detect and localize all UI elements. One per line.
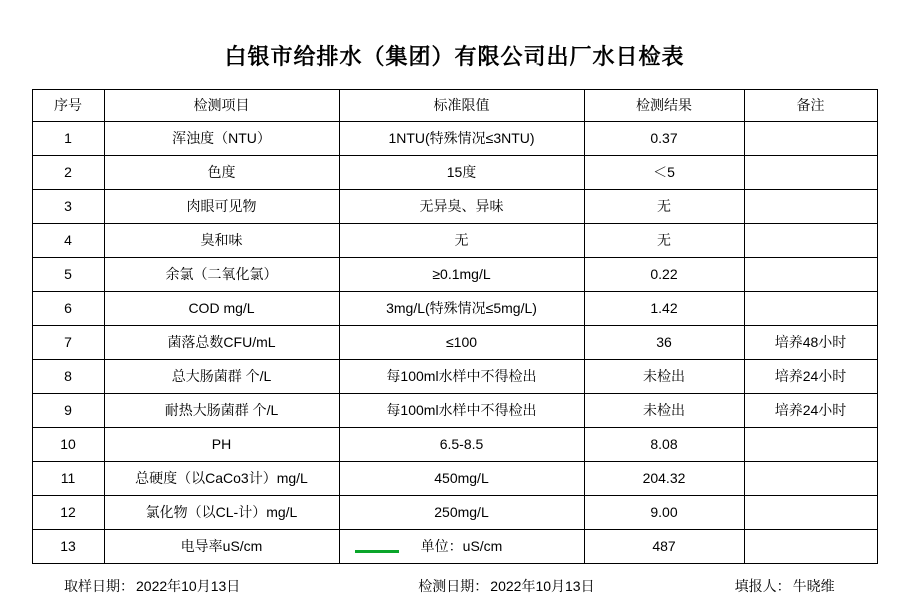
cell-item: 菌落总数CFU/mL — [104, 326, 339, 360]
cell-no: 6 — [32, 292, 104, 326]
column-header-std: 标准限值 — [339, 90, 584, 122]
cell-item: 余氯（二氧化氯） — [104, 258, 339, 292]
cell-no: 11 — [32, 462, 104, 496]
sample-date-label: 取样日期： — [64, 578, 134, 594]
table-row — [32, 462, 877, 496]
cell-note — [744, 258, 877, 292]
cell-no: 12 — [32, 496, 104, 530]
table-row — [32, 360, 877, 394]
sample-date-value: 2022年10月13日 — [136, 578, 241, 594]
filler-label: 填报人： — [734, 578, 791, 594]
table-row — [32, 190, 877, 224]
cell-no: 10 — [32, 428, 104, 462]
cell-no: 4 — [32, 224, 104, 258]
cell-no: 5 — [32, 258, 104, 292]
table-row — [32, 530, 877, 564]
cell-std: 无 — [339, 224, 584, 258]
cell-result: 36 — [584, 326, 744, 360]
cell-std: 450mg/L — [339, 462, 584, 496]
filler-name — [735, 576, 835, 596]
table-header-row — [32, 90, 877, 122]
column-header-item: 检测项目 — [104, 90, 339, 122]
table-row — [32, 326, 877, 360]
sample-date — [64, 576, 240, 596]
cell-std: 无异臭、异味 — [339, 190, 584, 224]
column-header-result: 检测结果 — [584, 90, 744, 122]
cell-result: 1.42 — [584, 292, 744, 326]
table-row — [32, 496, 877, 530]
cell-note — [744, 190, 877, 224]
cell-result: ＜5 — [584, 156, 744, 190]
test-date-label: 检测日期： — [418, 578, 489, 594]
cell-note — [744, 122, 877, 156]
cell-note — [744, 428, 877, 462]
page-title: 白银市给排水（集团）有限公司出厂水日检表 — [224, 44, 685, 69]
test-date-value: 2022年10月13日 — [490, 578, 595, 594]
cell-std: ≥0.1mg/L — [339, 258, 584, 292]
column-header-note: 备注 — [744, 90, 877, 122]
cell-std: 每100ml水样中不得检出 — [339, 360, 584, 394]
table-row — [32, 156, 877, 190]
cell-result: 8.08 — [584, 428, 744, 462]
cell-result: 无 — [584, 190, 744, 224]
cell-item: 色度 — [104, 156, 339, 190]
cell-std: 每100ml水样中不得检出 — [339, 394, 584, 428]
table-row — [32, 394, 877, 428]
cell-item: 氯化物（以CL-计）mg/L — [104, 496, 339, 530]
cell-item: COD mg/L — [104, 292, 339, 326]
table-row — [32, 258, 877, 292]
cell-result: 未检出 — [584, 394, 744, 428]
cell-no: 8 — [32, 360, 104, 394]
cell-note — [744, 156, 877, 190]
table-row — [32, 122, 877, 156]
test-date — [418, 576, 594, 596]
cell-no: 9 — [32, 394, 104, 428]
cell-no: 1 — [32, 122, 104, 156]
cell-item: 总大肠菌群 个/L — [104, 360, 339, 394]
cell-note — [744, 292, 877, 326]
cell-note — [744, 224, 877, 258]
green-underline-mark — [355, 550, 399, 553]
cell-std: 15度 — [339, 156, 584, 190]
cell-item: 耐热大肠菌群 个/L — [104, 394, 339, 428]
cell-std: 250mg/L — [339, 496, 584, 530]
table-row — [32, 292, 877, 326]
cell-std: 3mg/L(特殊情况≤5mg/L) — [339, 292, 584, 326]
cell-result: 0.37 — [584, 122, 744, 156]
cell-note: 培养24小时 — [744, 360, 877, 394]
cell-note: 培养48小时 — [744, 326, 877, 360]
table-row — [32, 428, 877, 462]
cell-no: 3 — [32, 190, 104, 224]
cell-no: 13 — [32, 530, 104, 564]
cell-item: PH — [104, 428, 339, 462]
cell-result: 204.32 — [584, 462, 744, 496]
cell-std: ≤100 — [339, 326, 584, 360]
column-header-no: 序号 — [32, 90, 104, 122]
cell-item: 总硬度（以CaCo3计）mg/L — [104, 462, 339, 496]
cell-note — [744, 496, 877, 530]
cell-item: 电导率uS/cm — [104, 530, 339, 564]
cell-note — [744, 530, 877, 564]
cell-std: 1NTU(特殊情况≤3NTU) — [339, 122, 584, 156]
cell-result: 未检出 — [584, 360, 744, 394]
cell-result: 9.00 — [584, 496, 744, 530]
cell-item: 肉眼可见物 — [104, 190, 339, 224]
table-row — [32, 224, 877, 258]
document-footer — [32, 576, 877, 596]
water-quality-table — [32, 89, 878, 564]
cell-result: 无 — [584, 224, 744, 258]
cell-note — [744, 462, 877, 496]
cell-item: 浑浊度（NTU） — [104, 122, 339, 156]
cell-std: 单位：uS/cm — [339, 530, 584, 564]
cell-std: 6.5-8.5 — [339, 428, 584, 462]
cell-no: 2 — [32, 156, 104, 190]
cell-no: 7 — [32, 326, 104, 360]
filler-value: 牛晓维 — [792, 578, 835, 594]
cell-item: 臭和味 — [104, 224, 339, 258]
cell-result: 0.22 — [584, 258, 744, 292]
cell-result: 487 — [584, 530, 744, 564]
cell-note: 培养24小时 — [744, 394, 877, 428]
